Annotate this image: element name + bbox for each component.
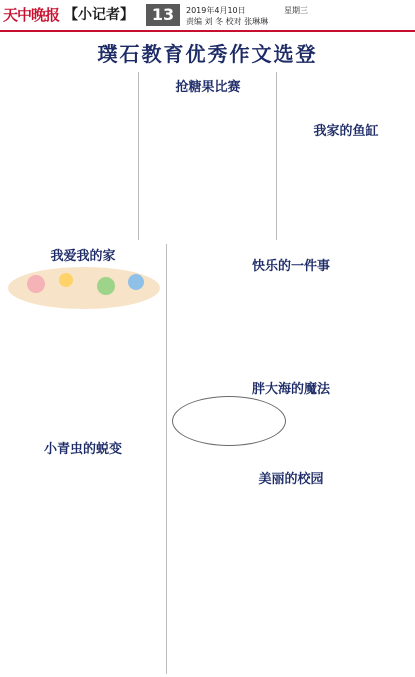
house-icon: [128, 274, 144, 290]
section-title-happy-thing: 快乐的一件事: [251, 259, 330, 274]
article-body: [170, 272, 288, 370]
article-body: [288, 396, 410, 452]
article-body: [170, 490, 288, 670]
article-body: [4, 140, 134, 236]
section-title-campus: 美丽的校园: [258, 472, 324, 487]
family-illustration: [6, 262, 162, 310]
flower-icon: [59, 273, 73, 287]
page-number: 13: [146, 4, 180, 26]
flower-icon: [27, 275, 45, 293]
article-body: [292, 272, 410, 370]
weekday: 星期三: [284, 6, 308, 15]
column-divider: [166, 244, 167, 674]
article-body: [292, 490, 410, 670]
publish-date: 2019年4月10日: [186, 6, 246, 15]
editor-line: 责编 刘 冬 校对 张琳琳: [186, 17, 269, 26]
section-title-boat-fruit-magic: 胖大海的魔法: [251, 382, 330, 397]
article-body: [142, 94, 272, 236]
paper-name: 天中晚报: [3, 6, 60, 24]
section-tag: 【小记者】: [64, 7, 134, 23]
tree-icon: [97, 277, 115, 295]
section-title-love-home: 我爱我的家: [50, 249, 116, 264]
article-body: [4, 312, 162, 428]
column-divider: [138, 72, 139, 240]
section-title-fish-tank: 我家的鱼缸: [313, 124, 379, 139]
article-oval-frame: [172, 396, 286, 446]
column-divider: [276, 72, 277, 240]
page-headline: 璞石教育优秀作文选登: [97, 42, 318, 66]
article-body: [280, 140, 410, 236]
top-rule: [0, 30, 415, 32]
section-title-candy-contest: 抢糖果比赛: [175, 80, 241, 95]
section-title-caterpillar: 小青虫的蜕变: [43, 442, 122, 457]
article-body: [4, 460, 162, 670]
